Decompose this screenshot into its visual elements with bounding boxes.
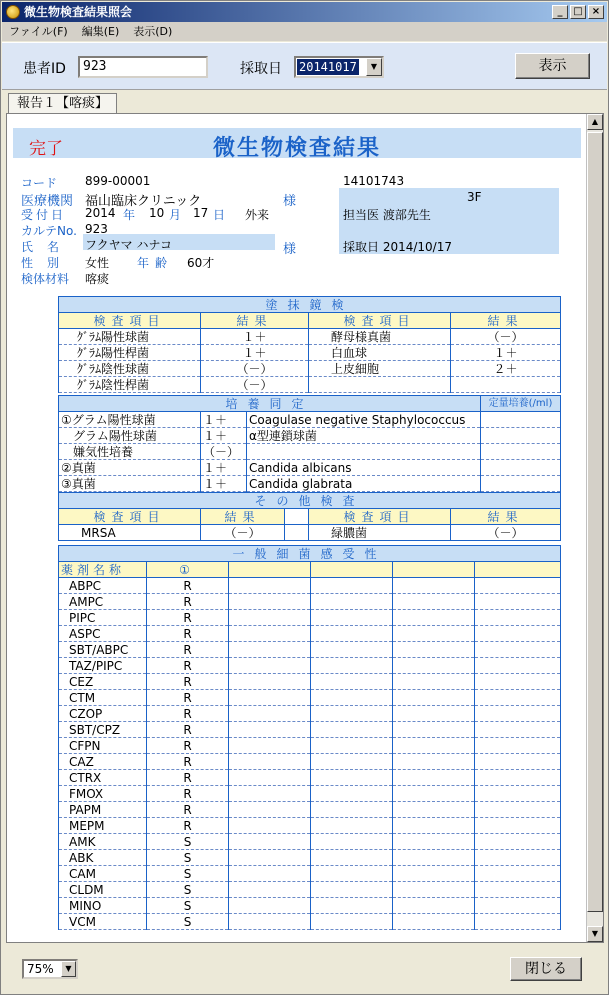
sensitivity-table — [58, 545, 561, 930]
drug-name: CFPN — [59, 738, 147, 754]
drug-result: S — [147, 914, 229, 930]
menu-bar — [2, 22, 607, 41]
table-row — [59, 578, 561, 594]
culture-name: Candida albicans — [247, 460, 481, 476]
other-result: （－） — [451, 525, 561, 541]
smear-item: 上皮細胞 — [309, 361, 451, 377]
other-result: （－） — [201, 525, 285, 541]
patient-name: フクヤマ ハナコ — [85, 238, 172, 252]
table-row — [59, 706, 561, 722]
table-row — [59, 642, 561, 658]
isolate-col-header: ① — [147, 562, 229, 578]
table-row — [59, 770, 561, 786]
year-unit: 年 — [123, 208, 136, 222]
drug-name: CAZ — [59, 754, 147, 770]
received-label: 受付日 — [21, 208, 67, 222]
smear-item: ｸﾞﾗﾑ陽性球菌 — [59, 329, 201, 345]
drug-result: S — [147, 850, 229, 866]
month-unit: 月 — [169, 208, 182, 222]
tab-report-1[interactable]: 報告１【喀痰】 — [8, 93, 117, 114]
smear-result: ２＋ — [451, 361, 561, 377]
culture-organism: 嫌気性培養 — [59, 444, 201, 460]
age-label: 年齢 — [137, 256, 174, 270]
table-row — [59, 345, 561, 361]
code-label: コード — [21, 176, 58, 190]
table-row — [59, 377, 561, 393]
drug-name: CLDM — [59, 882, 147, 898]
table-row — [59, 690, 561, 706]
table-row — [59, 428, 561, 444]
table-row — [59, 866, 561, 882]
smear-item: ｸﾞﾗﾑ陰性桿菌 — [59, 377, 201, 393]
table-row — [59, 834, 561, 850]
smear-table — [58, 296, 561, 393]
drug-name: CZOP — [59, 706, 147, 722]
date-value: 20141017 — [299, 60, 357, 74]
institution-label: 医療機関 — [21, 194, 74, 209]
table-row — [59, 754, 561, 770]
received-year: 2014 — [85, 206, 116, 220]
table-row — [59, 882, 561, 898]
culture-organism: ③真菌 — [59, 476, 201, 492]
institution-value: 福山臨床クリニック — [85, 194, 202, 209]
search-toolbar — [2, 42, 607, 90]
culture-table — [58, 395, 561, 492]
name-suffix: 様 — [283, 242, 297, 257]
drug-name: AMPC — [59, 594, 147, 610]
received-month: 10 — [149, 206, 165, 220]
scroll-up-icon[interactable]: ▲ — [587, 114, 603, 130]
other-header: その他検査 — [59, 493, 561, 509]
table-row — [59, 444, 561, 460]
drug-result: R — [147, 738, 229, 754]
table-row — [59, 722, 561, 738]
close-button[interactable]: 閉じる — [510, 957, 582, 981]
drug-name: ABPC — [59, 578, 147, 594]
drug-name: FMOX — [59, 786, 147, 802]
other-col-item: 検査項目 — [309, 509, 451, 525]
chart-number-label: カルテNo. — [21, 224, 77, 238]
sex-value: 女性 — [85, 256, 110, 270]
drug-result: R — [147, 610, 229, 626]
scroll-thumb[interactable] — [587, 132, 603, 912]
patient-id-label: 患者ID — [23, 61, 66, 77]
culture-name: Coagulase negative Staphylococcus — [247, 412, 481, 428]
culture-result: １＋ — [201, 412, 247, 428]
report-viewer — [6, 113, 604, 943]
smear-result: １＋ — [201, 329, 309, 345]
status-badge: 完了 — [29, 139, 63, 159]
drug-name: CTM — [59, 690, 147, 706]
culture-result: １＋ — [201, 460, 247, 476]
menu-view[interactable]: 表示(D) — [133, 25, 173, 38]
drug-name: CAM — [59, 866, 147, 882]
culture-name — [247, 444, 481, 460]
sex-label: 性別 — [21, 256, 74, 270]
other-item: 緑膿菌 — [309, 525, 451, 541]
smear-col-result: 結果 — [201, 313, 309, 329]
culture-header: 培養同定 — [59, 396, 481, 412]
smear-item: 酵母様真菌 — [309, 329, 451, 345]
table-row — [59, 898, 561, 914]
table-row — [59, 361, 561, 377]
chart-number: 923 — [85, 222, 108, 236]
culture-result: （－） — [201, 444, 247, 460]
culture-name: Candida glabrata — [247, 476, 481, 492]
name-label: 氏名 — [21, 240, 74, 254]
table-row — [59, 610, 561, 626]
maximize-icon[interactable]: □ — [570, 5, 586, 19]
other-col-item: 検査項目 — [59, 509, 201, 525]
drug-result: S — [147, 898, 229, 914]
floor-value: 3F — [467, 190, 482, 204]
show-button[interactable]: 表示 — [515, 53, 590, 79]
menu-file[interactable]: ファイル(F) — [9, 25, 68, 38]
table-row — [59, 674, 561, 690]
smear-result: １＋ — [201, 345, 309, 361]
visit-type: 外来 — [245, 208, 270, 222]
smear-item: 白血球 — [309, 345, 451, 361]
zoom-select[interactable] — [22, 959, 78, 979]
drug-result: R — [147, 658, 229, 674]
drug-name: ABK — [59, 850, 147, 866]
culture-name: α型連鎖球菌 — [247, 428, 481, 444]
table-row — [59, 850, 561, 866]
culture-organism: ②真菌 — [59, 460, 201, 476]
drug-name: VCM — [59, 914, 147, 930]
drug-result: R — [147, 722, 229, 738]
table-row — [59, 626, 561, 642]
table-row — [59, 914, 561, 930]
smear-col-item: 検査項目 — [309, 313, 451, 329]
minimize-icon[interactable]: _ — [552, 5, 568, 19]
smear-col-item: 検査項目 — [59, 313, 201, 329]
table-row — [59, 786, 561, 802]
drug-result: R — [147, 802, 229, 818]
age-value: 60才 — [187, 256, 215, 270]
table-row — [59, 594, 561, 610]
drug-result: R — [147, 786, 229, 802]
tab-bar — [2, 91, 607, 113]
drug-result: R — [147, 754, 229, 770]
smear-result: （－） — [201, 377, 309, 393]
material-label: 検体材料 — [21, 272, 70, 286]
drug-result: R — [147, 706, 229, 722]
received-day: 17 — [193, 206, 209, 220]
drug-result: R — [147, 594, 229, 610]
zoom-value: 75% — [27, 962, 54, 976]
table-row — [59, 658, 561, 674]
drug-name: CEZ — [59, 674, 147, 690]
culture-result: １＋ — [201, 476, 247, 492]
smear-result: （－） — [451, 329, 561, 345]
smear-col-result: 結果 — [451, 313, 561, 329]
material-value: 喀痰 — [85, 272, 110, 286]
table-row — [59, 476, 561, 492]
report-title: 微生物検査結果 — [212, 136, 381, 161]
drug-name: TAZ/PIPC — [59, 658, 147, 674]
culture-organism: ①グラム陽性球菌 — [59, 412, 201, 428]
app-icon — [6, 5, 20, 19]
smear-result: （－） — [201, 361, 309, 377]
chevron-down-icon[interactable]: ▼ — [366, 58, 382, 76]
drug-result: S — [147, 834, 229, 850]
doctor-value: 担当医 渡部先生 — [343, 208, 431, 222]
title-bar — [2, 2, 607, 22]
culture-result: １＋ — [201, 428, 247, 444]
code-value: 899-00001 — [85, 174, 151, 188]
drug-name: PAPM — [59, 802, 147, 818]
drug-name: CTRX — [59, 770, 147, 786]
patient-id-input[interactable]: 923 — [78, 56, 208, 78]
drug-name: ASPC — [59, 626, 147, 642]
drug-result: R — [147, 578, 229, 594]
report-header — [13, 128, 581, 161]
drug-result: R — [147, 690, 229, 706]
institution-suffix: 様 — [283, 194, 297, 209]
smear-result: １＋ — [451, 345, 561, 361]
drug-col-header: 薬剤名称 — [59, 562, 147, 578]
smear-item: ｸﾞﾗﾑ陽性桿菌 — [59, 345, 201, 361]
drug-result: R — [147, 674, 229, 690]
quant-header: 定量培養(/ml) — [481, 396, 561, 412]
table-row — [59, 802, 561, 818]
menu-edit[interactable]: 編集(E) — [81, 25, 120, 38]
report-page — [13, 128, 581, 943]
report-number: 14101743 — [343, 174, 405, 188]
table-row — [59, 329, 561, 345]
drug-name: MEPM — [59, 818, 147, 834]
other-item: MRSA — [59, 525, 201, 541]
drug-result: R — [147, 818, 229, 834]
chevron-down-icon[interactable]: ▼ — [61, 961, 76, 977]
collection-date: 採取日 2014/10/17 — [343, 240, 452, 254]
culture-organism: グラム陽性球菌 — [59, 428, 201, 444]
other-col-result: 結果 — [201, 509, 285, 525]
vertical-scrollbar[interactable] — [586, 114, 603, 942]
sensitivity-header: 一般細菌感受性 — [59, 546, 561, 562]
window-title: 微生物検査結果照会 — [24, 5, 133, 19]
day-unit: 日 — [213, 208, 226, 222]
smear-header: 塗抹鏡検 — [59, 297, 561, 313]
table-row — [59, 412, 561, 428]
drug-name: MINO — [59, 898, 147, 914]
drug-name: SBT/ABPC — [59, 642, 147, 658]
date-select[interactable] — [294, 56, 384, 78]
drug-result: R — [147, 642, 229, 658]
date-label: 採取日 — [240, 61, 282, 77]
other-col-result: 結果 — [451, 509, 561, 525]
smear-item: ｸﾞﾗﾑ陰性球菌 — [59, 361, 201, 377]
drug-result: R — [147, 770, 229, 786]
drug-result: S — [147, 866, 229, 882]
drug-name: AMK — [59, 834, 147, 850]
drug-result: R — [147, 626, 229, 642]
drug-name: PIPC — [59, 610, 147, 626]
bottom-bar — [2, 945, 607, 993]
sensitivity-rows — [59, 578, 561, 930]
other-table — [58, 492, 561, 541]
drug-result: S — [147, 882, 229, 898]
close-icon[interactable]: × — [588, 5, 604, 19]
scroll-down-icon[interactable]: ▼ — [587, 926, 603, 942]
table-row — [59, 818, 561, 834]
table-row — [59, 525, 561, 541]
drug-name: SBT/CPZ — [59, 722, 147, 738]
table-row — [59, 738, 561, 754]
table-row — [59, 460, 561, 476]
